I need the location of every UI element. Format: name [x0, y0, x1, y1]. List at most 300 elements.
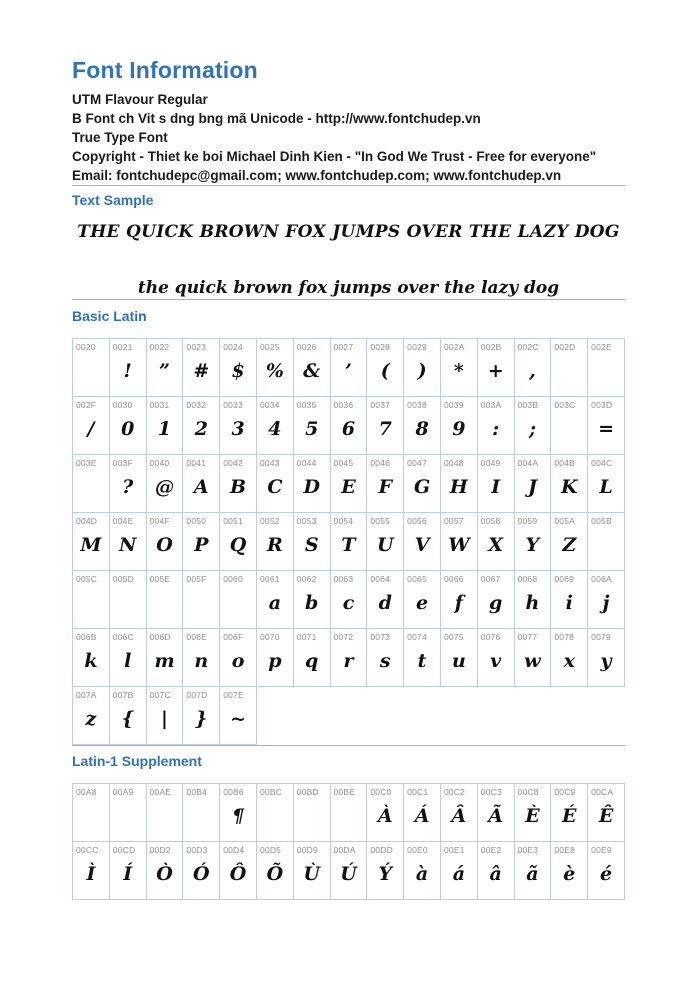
char-code-label: 0021 [112, 342, 133, 352]
char-cell [294, 339, 331, 397]
char-glyph: Ý [378, 863, 393, 885]
char-glyph: @ [154, 476, 174, 498]
char-code-label: 0029 [407, 342, 427, 352]
char-code-label: 00D3 [186, 845, 208, 855]
char-code-label: 0065 [407, 574, 427, 584]
char-cell [147, 513, 184, 571]
char-glyph: ! [123, 360, 132, 382]
char-glyph: Ò [156, 863, 173, 885]
char-grid-row [73, 784, 625, 842]
char-cell [220, 687, 257, 745]
char-cell [147, 629, 184, 687]
char-cell [551, 397, 588, 455]
section-divider [72, 185, 625, 186]
char-glyph: Q [229, 534, 247, 556]
char-code-label: 0056 [407, 516, 427, 526]
char-glyph: Õ [266, 863, 284, 885]
char-glyph [183, 584, 219, 628]
char-grid-row [73, 339, 625, 397]
char-cell [404, 842, 441, 900]
char-code-label: 0064 [370, 574, 391, 584]
char-cell [478, 397, 515, 455]
char-cell [331, 455, 368, 513]
char-glyph: T [341, 534, 356, 556]
char-glyph: â [489, 863, 502, 885]
char-code-label: 00C2 [443, 787, 466, 797]
char-glyph: + [487, 360, 504, 382]
char-code-label: 003A [480, 400, 502, 410]
char-code-label: 0041 [186, 458, 207, 468]
char-cell [515, 513, 552, 571]
char-grid-row [73, 842, 625, 900]
char-cell [183, 513, 220, 571]
char-cell [110, 397, 147, 455]
char-code-label: 00E8 [554, 845, 576, 855]
char-glyph: w [524, 650, 541, 672]
char-glyph [257, 797, 293, 841]
char-cell [220, 571, 257, 629]
char-glyph: C [267, 476, 283, 498]
char-cell [588, 339, 625, 397]
char-code-label: 00BD [296, 787, 319, 797]
char-code-label: 005A [554, 516, 576, 526]
sample-text-lowercase: the quick brown fox jumps over the lazy dog [137, 278, 560, 298]
char-cell [183, 842, 220, 900]
char-cell [331, 339, 368, 397]
char-cell [551, 629, 588, 687]
char-glyph: o [231, 650, 245, 672]
char-glyph: f [454, 592, 463, 614]
char-cell [257, 513, 294, 571]
char-code-label: 0067 [480, 574, 501, 584]
char-code-label: 002B [480, 342, 502, 352]
char-glyph: ; [528, 418, 536, 440]
char-glyph: ? [122, 476, 134, 498]
char-code-label: 00D5 [259, 845, 282, 855]
char-glyph: 7 [378, 418, 392, 440]
char-cell [367, 571, 404, 629]
char-code-label: 0037 [370, 400, 391, 410]
char-code-label: 0040 [149, 458, 170, 468]
char-cell [183, 455, 220, 513]
char-code-label: 0058 [480, 516, 501, 526]
char-cell [367, 397, 404, 455]
char-glyph: , [529, 360, 536, 382]
char-code-label: 005C [76, 574, 98, 584]
char-code-label: 004F [149, 516, 170, 526]
char-glyph: = [598, 418, 615, 440]
char-glyph: Â [451, 805, 467, 827]
char-code-label: 003F [112, 458, 133, 468]
char-cell [183, 397, 220, 455]
char-cell [588, 842, 625, 900]
char-glyph: k [84, 650, 98, 672]
section-heading-text-sample: Text Sample [72, 192, 154, 208]
char-code-label: 0034 [259, 400, 280, 410]
char-grid-row [73, 571, 625, 629]
font-info-block [72, 90, 625, 185]
char-glyph: È [525, 805, 540, 827]
char-code-label: 0071 [296, 632, 317, 642]
char-glyph: É [562, 805, 577, 827]
char-code-label: 0046 [370, 458, 391, 468]
char-code-label: 0022 [149, 342, 170, 352]
char-code-label: 00A9 [112, 787, 134, 797]
char-glyph: r [343, 650, 354, 672]
char-cell [147, 339, 184, 397]
char-glyph: $ [231, 360, 245, 382]
char-grid-row [73, 629, 625, 687]
char-cell [183, 687, 220, 745]
char-cell [367, 513, 404, 571]
char-cell [220, 784, 257, 842]
char-code-label: 007A [76, 690, 97, 700]
char-cell [331, 784, 368, 842]
char-glyph: Z [562, 534, 577, 556]
char-glyph: ã [526, 863, 539, 885]
char-glyph: J [527, 476, 537, 498]
char-cell [220, 513, 257, 571]
char-cell [367, 629, 404, 687]
char-code-label: 0060 [223, 574, 243, 584]
char-glyph: Ô [229, 863, 247, 885]
char-glyph: l [124, 650, 132, 672]
char-code-label: 005D [112, 574, 134, 584]
char-glyph: # [193, 360, 210, 382]
char-code-label: 00E2 [480, 845, 502, 855]
char-glyph: Ê [598, 805, 614, 827]
char-glyph: á [452, 863, 466, 885]
char-cell [257, 784, 294, 842]
char-code-label: 00E9 [591, 845, 612, 855]
char-cell [73, 842, 110, 900]
char-grid-row [73, 397, 625, 455]
char-glyph: à [415, 863, 429, 885]
char-cell [220, 629, 257, 687]
char-code-label: 0026 [296, 342, 317, 352]
char-code-label: 005F [186, 574, 207, 584]
char-glyph: H [449, 476, 468, 498]
char-glyph: 2 [194, 418, 208, 440]
char-code-label: 0055 [370, 516, 391, 526]
char-code-label: 004D [76, 516, 98, 526]
char-glyph [147, 584, 183, 628]
char-glyph: m [154, 650, 175, 672]
char-glyph: z [85, 708, 97, 730]
char-glyph: U [376, 534, 394, 556]
char-code-label: 0052 [259, 516, 280, 526]
char-glyph: Ã [488, 805, 504, 827]
char-code-label: 0072 [333, 632, 354, 642]
section-divider [72, 299, 625, 300]
char-code-label: 0054 [333, 516, 354, 526]
char-cell [294, 629, 331, 687]
char-code-label: 002C [517, 342, 539, 352]
char-code-label: 00AE [149, 787, 172, 797]
char-code-label: 0024 [223, 342, 243, 352]
char-cell [515, 455, 552, 513]
char-glyph [331, 797, 367, 841]
char-glyph [588, 352, 624, 396]
char-cell [478, 339, 515, 397]
char-cell [183, 571, 220, 629]
char-cell [110, 513, 147, 571]
char-glyph: B [230, 476, 247, 498]
char-glyph: ~ [230, 708, 247, 730]
char-glyph: c [342, 592, 355, 614]
page-title: Font Information [72, 57, 258, 83]
char-glyph: L [599, 476, 613, 498]
char-code-label: 00D9 [296, 845, 318, 855]
font-info-line-type: True Type Font [72, 130, 168, 145]
char-cell [441, 571, 478, 629]
char-cell [404, 339, 441, 397]
char-glyph: è [563, 863, 576, 885]
char-cell [110, 455, 147, 513]
char-glyph: 0 [121, 418, 135, 440]
char-glyph: Ú [340, 863, 357, 885]
char-cell [147, 687, 184, 745]
char-glyph: 4 [268, 418, 282, 440]
char-cell [73, 513, 110, 571]
char-cell [515, 629, 552, 687]
font-info-line-email: Email: fontchudepc@gmail.com; www.fontchudep.com; www.fontchudep.vn [72, 168, 562, 183]
char-glyph: E [341, 476, 356, 498]
char-code-label: 00B4 [186, 787, 208, 797]
char-cell [588, 571, 625, 629]
char-cell [478, 455, 515, 513]
char-code-label: 003D [591, 400, 613, 410]
char-glyph: F [378, 476, 393, 498]
char-cell [110, 784, 147, 842]
char-glyph: ¶ [232, 805, 245, 827]
char-cell [367, 455, 404, 513]
char-cell [331, 842, 368, 900]
char-glyph: é [600, 863, 613, 885]
char-code-label: 007B [112, 690, 134, 700]
char-glyph: s [379, 650, 391, 672]
char-cell [404, 629, 441, 687]
char-code-label: 0077 [517, 632, 538, 642]
char-grid-basic-latin [72, 338, 625, 745]
char-cell [404, 784, 441, 842]
char-glyph: u [451, 650, 466, 672]
char-glyph: K [561, 476, 578, 498]
char-glyph: 9 [452, 418, 466, 440]
char-cell [478, 513, 515, 571]
char-glyph [73, 352, 109, 396]
char-code-label: 00CD [112, 845, 136, 855]
char-cell [220, 455, 257, 513]
char-code-label: 007E [223, 690, 244, 700]
char-glyph: q [305, 650, 319, 672]
char-cell [441, 842, 478, 900]
char-cell [404, 513, 441, 571]
char-code-label: 0062 [296, 574, 317, 584]
char-glyph [73, 468, 109, 512]
char-code-label: 006A [591, 574, 612, 584]
char-glyph: W [448, 534, 470, 556]
char-code-label: 005E [149, 574, 171, 584]
char-glyph: I [491, 476, 501, 498]
char-code-label: 00C8 [517, 787, 539, 797]
section-heading-latin1-supplement: Latin-1 Supplement [72, 753, 202, 769]
char-cell [588, 629, 625, 687]
char-glyph [551, 352, 587, 396]
char-code-label: 0061 [259, 574, 280, 584]
char-code-label: 004B [554, 458, 576, 468]
char-code-label: 0075 [443, 632, 464, 642]
section-divider [72, 745, 625, 746]
char-glyph: ” [159, 360, 170, 382]
char-cell [257, 571, 294, 629]
char-glyph: v [490, 650, 502, 672]
char-code-label: 0059 [517, 516, 538, 526]
char-cell [404, 455, 441, 513]
char-code-label: 0079 [591, 632, 611, 642]
char-glyph [73, 797, 109, 841]
char-code-label: 003E [76, 458, 97, 468]
char-cell [257, 629, 294, 687]
char-glyph: Ù [303, 863, 320, 885]
char-code-label: 002E [591, 342, 612, 352]
char-code-label: 006F [223, 632, 244, 642]
char-code-label: 006B [76, 632, 97, 642]
char-cell [183, 784, 220, 842]
char-code-label: 0025 [259, 342, 280, 352]
char-cell [478, 629, 515, 687]
char-glyph: Ì [86, 863, 96, 885]
char-cell [147, 571, 184, 629]
char-glyph: } [195, 708, 208, 730]
char-cell [257, 455, 294, 513]
char-glyph: ( [380, 360, 390, 382]
char-glyph: 5 [305, 418, 319, 440]
char-code-label: 00BE [333, 787, 356, 797]
char-cell [404, 397, 441, 455]
char-code-label: 0036 [333, 400, 354, 410]
char-cell [147, 842, 184, 900]
char-cell [551, 455, 588, 513]
char-cell [294, 571, 331, 629]
char-cell [551, 571, 588, 629]
char-code-label: 00DA [333, 845, 356, 855]
char-cell [294, 784, 331, 842]
char-cell [441, 455, 478, 513]
char-glyph: R [266, 534, 283, 556]
char-code-label: 00A8 [76, 787, 97, 797]
char-code-label: 004C [591, 458, 613, 468]
char-cell [588, 513, 625, 571]
char-code-label: 0045 [333, 458, 354, 468]
char-code-label: 0053 [296, 516, 317, 526]
char-glyph: G [413, 476, 431, 498]
char-cell [294, 455, 331, 513]
char-code-label: 005B [591, 516, 612, 526]
font-info-line-name: UTM Flavour Regular [72, 92, 208, 107]
char-glyph: X [488, 534, 504, 556]
char-cell [147, 397, 184, 455]
char-code-label: 007C [149, 690, 171, 700]
char-cell [73, 571, 110, 629]
char-glyph: 6 [341, 418, 356, 440]
char-code-label: 0032 [186, 400, 207, 410]
char-glyph: M [80, 534, 102, 556]
char-cell [110, 629, 147, 687]
char-code-label: 0063 [333, 574, 354, 584]
section-heading-basic-latin: Basic Latin [72, 308, 147, 324]
char-cell [294, 842, 331, 900]
char-glyph [73, 584, 109, 628]
char-code-label: 0057 [443, 516, 464, 526]
char-cell [73, 397, 110, 455]
char-glyph: a [268, 592, 282, 614]
char-cell [73, 629, 110, 687]
char-code-label: 0076 [480, 632, 501, 642]
char-code-label: 0038 [407, 400, 427, 410]
char-code-label: 0039 [443, 400, 464, 410]
char-code-label: 0047 [407, 458, 427, 468]
char-code-label: 00E3 [517, 845, 539, 855]
char-cell [331, 629, 368, 687]
char-glyph: Ó [193, 863, 210, 885]
char-cell [515, 784, 552, 842]
char-glyph: D [303, 476, 320, 498]
char-glyph: 3 [231, 418, 245, 440]
char-cell [183, 629, 220, 687]
char-grid-row [73, 513, 625, 571]
char-cell [515, 339, 552, 397]
char-glyph: t [417, 650, 427, 672]
char-glyph: : [492, 418, 500, 440]
char-glyph: A [193, 476, 209, 498]
char-glyph [294, 797, 330, 841]
char-cell [220, 397, 257, 455]
char-glyph: 1 [157, 418, 172, 440]
char-glyph [220, 584, 256, 628]
char-code-label: 00BC [259, 787, 283, 797]
char-code-label: 00CA [591, 787, 614, 797]
char-code-label: 0023 [186, 342, 207, 352]
char-code-label: 0078 [554, 632, 575, 642]
char-cell [441, 784, 478, 842]
char-glyph: Y [525, 534, 540, 556]
char-glyph: P [194, 534, 209, 556]
char-cell [551, 842, 588, 900]
char-grid-latin1-supplement [72, 783, 625, 900]
char-cell [441, 513, 478, 571]
char-code-label: 002F [76, 400, 97, 410]
char-code-label: 00E0 [407, 845, 428, 855]
char-cell [257, 339, 294, 397]
char-code-label: 0069 [554, 574, 575, 584]
char-cell [404, 571, 441, 629]
char-glyph [110, 797, 146, 841]
char-grid-row [73, 687, 625, 745]
char-glyph: i [565, 592, 573, 614]
char-cell [110, 842, 147, 900]
char-cell [588, 455, 625, 513]
char-cell [588, 784, 625, 842]
char-glyph: / [87, 418, 95, 440]
char-code-label: 004E [112, 516, 134, 526]
char-cell [294, 397, 331, 455]
char-cell [441, 339, 478, 397]
char-code-label: 00C9 [554, 787, 576, 797]
char-glyph [588, 526, 624, 570]
char-cell [331, 513, 368, 571]
char-cell [515, 397, 552, 455]
